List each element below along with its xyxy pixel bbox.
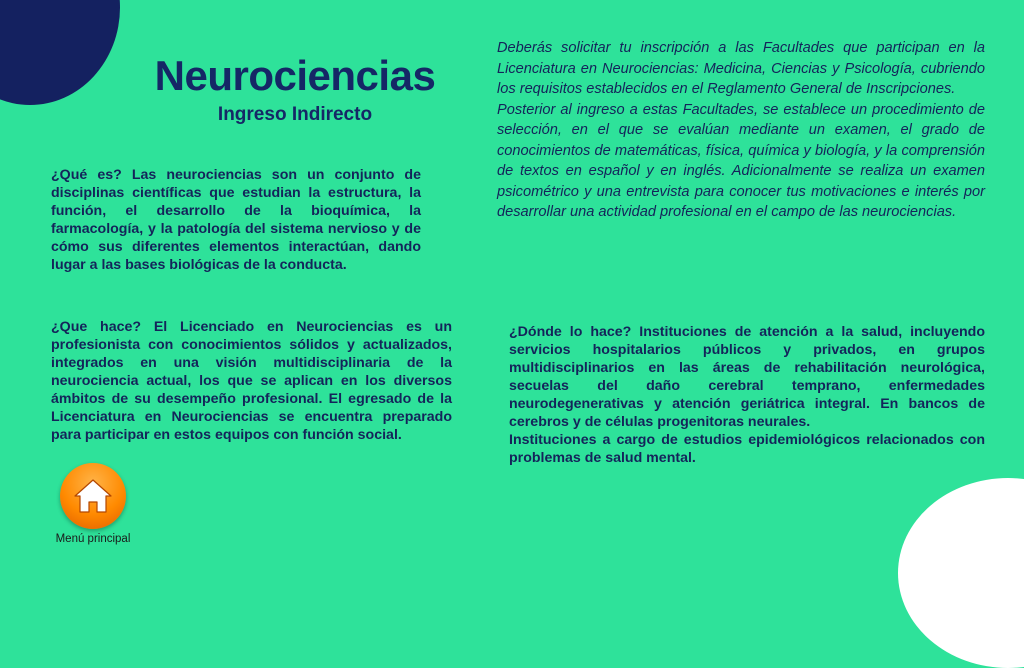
- page-subtitle: Ingreso Indirecto: [217, 104, 373, 125]
- page-title: Neurociencias: [154, 52, 436, 99]
- admission-text-1: Deberás solicitar tu inscripción a las Facultades que participan en la Licenciatura en Neurociencias: Medicina, Ciencias y Psicología, cubriendo los requisitos establecidos en el Reglamento General de Inscripciones.: [497, 40, 985, 97]
- decorative-circle-bottom-right: [898, 478, 1024, 668]
- where-does-paragraph: [509, 323, 985, 467]
- home-button[interactable]: [60, 463, 126, 529]
- home-button-label[interactable]: Menú principal: [55, 533, 131, 545]
- what-is-paragraph: ¿Qué es? Las neurociencias son un conjunto de disciplinas científicas que estudian la estructura, la función, el desarrollo de la bioquímica, la farmacología, y la patología del sistema nervioso y de cómo sus diferentes elementos interactúan, dando lugar a las bases biológicas de la conducta.: [51, 167, 421, 273]
- where-does-text-1: ¿Dónde lo hace? Instituciones de atención a la salud, incluyendo servicios hospitalarios públicos y privados, en grupos multidisciplinarios en las áreas de rehabilitación neurológica, secuelas del daño cerebral temprano, enfermedades neurodegenerativas y atención geriátrica integral. En bancos de cerebros y de células progenitoras neurales.: [509, 324, 985, 430]
- admission-paragraph: [497, 38, 985, 223]
- where-does-text-2: Instituciones a cargo de estudios epidemiológicos relacionados con problemas de salud mental.: [509, 432, 985, 466]
- home-icon: [71, 474, 115, 518]
- admission-text-2: Posterior al ingreso a estas Facultades, se establece un procedimiento de selección, en el que se evalúan mediante un examen, el grado de conocimientos de matemáticas, física, química y biología, y la comprensión de textos en español y en inglés. Adicionalmente se realiza un examen psicométrico y una entrevista para conocer tus motivaciones e interés por desarrollar una actividad profesional en el campo de las neurociencias.: [497, 101, 985, 220]
- decorative-circle-top-left: [0, 0, 120, 105]
- what-does-paragraph: ¿Que hace? El Licenciado en Neurociencias es un profesionista con conocimientos sólidos y actualizados, integrados en una visión multidisciplinaria de la neurociencia actual, los que se aplican en los diversos ámbitos de su desempeño profesional. El egresado de la Licenciatura en Neurociencias se encuentra preparado para participar en estos equipos con función social.: [51, 319, 452, 443]
